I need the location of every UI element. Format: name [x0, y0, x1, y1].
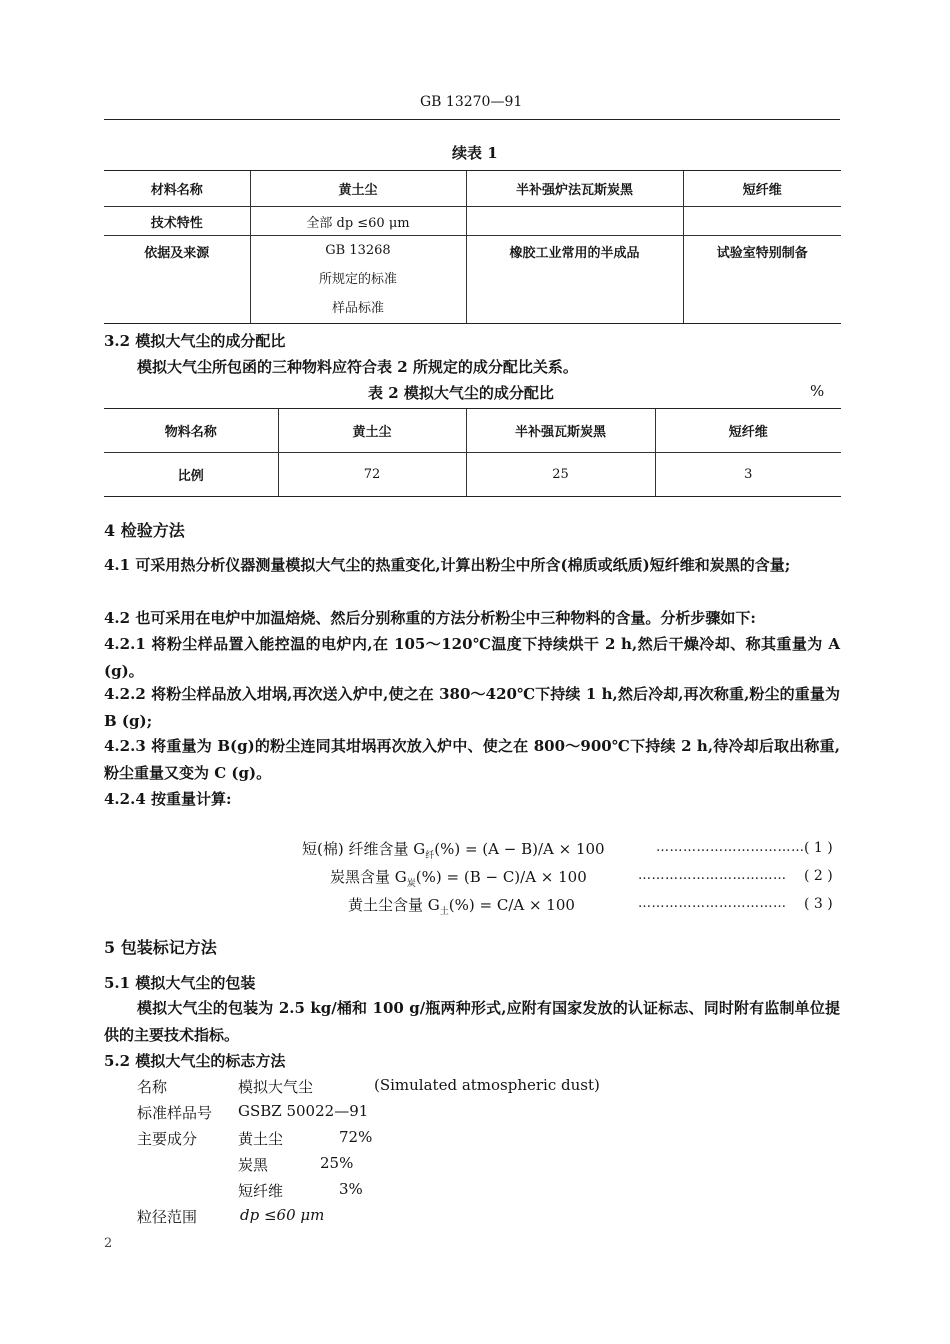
equation-1 [302, 838, 605, 861]
table1-caption: 续表 1 [452, 144, 498, 162]
table1-header-cell: 短纤维 [683, 171, 841, 207]
composition-item-name: 短纤维 [238, 1182, 284, 1200]
table2-cell: 25 [466, 453, 655, 497]
section-5-2-heading: 5.2 模拟大气尘的标志方法 [104, 1052, 286, 1070]
table1-cell: 依据及来源 [104, 236, 250, 324]
equation-2 [330, 866, 587, 889]
table2-cell: 比例 [104, 453, 278, 497]
composition-item-name: 炭黑 [238, 1156, 269, 1174]
equation-lhs: 炭黑含量 G [330, 868, 407, 886]
table1-cell: 橡胶工业常用的半成品 [466, 236, 683, 324]
equation-rhs: (%) = (B − C)/A × 100 [415, 868, 587, 886]
equation-lhs: 黄土尘含量 G [348, 896, 440, 914]
equation-number: ( 2 ) [804, 868, 833, 884]
table1-source-line: 所规定的标准 [318, 272, 397, 287]
paragraph-4-2-2: 4.2.2 将粉尘样品放入坩埚,再次送入炉中,使之在 380～420℃下持续 1 h,然后冷却,再次称重,粉尘的重量为 B (g); [104, 685, 840, 730]
mark-std-label: 标准样品号 [137, 1104, 213, 1122]
composition-item-name: 黄土尘 [238, 1130, 284, 1148]
mark-std-value: GSBZ 50022—91 [238, 1102, 369, 1120]
paragraph-4-2-4: 4.2.4 按重量计算: [104, 790, 232, 808]
equation-subscript: 土 [439, 907, 449, 917]
equation-number: ( 3 ) [804, 896, 833, 912]
table1-row-source [104, 236, 841, 324]
section-3-2-body: 模拟大气尘所包函的三种物料应符合表 2 所规定的成分配比关系。 [137, 358, 578, 376]
mark-size-label: 粒径范围 [137, 1208, 198, 1226]
table2-header-cell: 物料名称 [104, 409, 278, 453]
table1-header-cell: 材料名称 [104, 171, 250, 207]
table1-cell: 全部 dp ≤60 μm [250, 207, 466, 236]
mark-name-value: 模拟大气尘 [238, 1078, 314, 1096]
mark-size-value: dp ≤60 μm [240, 1206, 325, 1224]
table1-cell [466, 207, 683, 236]
paragraph-4-2-1: 4.2.1 将粉尘样品置入能控温的电炉内,在 105～120℃温度下持续烘干 2 h,然后干燥冷却、称其重量为 A (g)。 [104, 635, 840, 680]
paragraph-4-2: 4.2 也可采用在电炉中加温焙烧、然后分别称重的方法分析粉尘中三种物料的含量。分析步骤如下: [104, 609, 756, 627]
composition-item-percent: 3% [339, 1180, 363, 1198]
section-5-1-heading: 5.1 模拟大气尘的包装 [104, 974, 256, 992]
table-2 [104, 408, 841, 497]
composition-item-percent: 72% [339, 1128, 373, 1146]
equation-lhs: 短(棉) 纤维含量 G [302, 840, 426, 858]
table2-caption: 表 2 模拟大气尘的成分配比 [368, 384, 554, 402]
section-3-2-heading: 3.2 模拟大气尘的成分配比 [104, 332, 286, 350]
equation-rhs: (%) = C/A × 100 [448, 896, 575, 914]
table2-data-row [104, 453, 841, 497]
document-code: GB 13270—91 [420, 94, 523, 110]
table1-source-line: 样品标准 [331, 301, 384, 316]
header-rule [104, 119, 840, 120]
equation-number: ( 1 ) [804, 840, 833, 856]
table2-cell: 72 [278, 453, 466, 497]
table1-row-tech [104, 207, 841, 236]
page-number: 2 [104, 1236, 113, 1251]
equation-leader-dots: …………………………… [638, 896, 787, 911]
equation-leader-dots: …………………………… [656, 840, 805, 855]
paragraph-5-1: 模拟大气尘的包装为 2.5 kg/桶和 100 g/瓶两种形式,应附有国家发放的认证标志、同时附有监制单位提供的主要技术指标。 [104, 999, 840, 1044]
table2-unit: % [810, 382, 825, 400]
section-4-heading: 4 检验方法 [104, 521, 185, 540]
table1-header-row [104, 171, 841, 207]
table2-header-row [104, 409, 841, 453]
equation-leader-dots: …………………………… [638, 868, 787, 883]
equation-subscript: 纤 [425, 851, 435, 861]
table1-header-cell: 半补强炉法瓦斯炭黑 [466, 171, 683, 207]
table2-header-cell: 短纤维 [655, 409, 841, 453]
table1-cell: 试验室特别制备 [683, 236, 841, 324]
table2-header-cell: 黄土尘 [278, 409, 466, 453]
table2-header-cell: 半补强瓦斯炭黑 [466, 409, 655, 453]
composition-item-percent: 25% [320, 1154, 354, 1172]
table1-source-line: GB 13268 [325, 243, 391, 258]
paragraph-4-2-3: 4.2.3 将重量为 B(g)的粉尘连同其坩埚再次放入炉中、使之在 800～900℃下持续 2 h,待冷却后取出称重,粉尘重量又变为 C (g)。 [104, 737, 840, 782]
equation-subscript: 炭 [406, 879, 416, 889]
table1-header-cell: 黄土尘 [250, 171, 466, 207]
mark-composition-label: 主要成分 [137, 1130, 198, 1148]
equation-3 [348, 894, 575, 917]
table1-cell-source-loess [250, 236, 466, 324]
table2-cell: 3 [655, 453, 841, 497]
table-1 [104, 170, 841, 324]
section-5-heading: 5 包装标记方法 [104, 938, 217, 957]
equation-rhs: (%) = (A − B)/A × 100 [434, 840, 605, 858]
table1-cell [683, 207, 841, 236]
mark-name-english: (Simulated atmospheric dust) [374, 1076, 600, 1094]
table1-cell: 技术特性 [104, 207, 250, 236]
paragraph-4-1: 4.1 可采用热分析仪器测量模拟大气尘的热重变化,计算出粉尘中所含(棉质或纸质)短纤维和炭黑的含量; [104, 556, 791, 574]
mark-name-label: 名称 [137, 1078, 168, 1096]
